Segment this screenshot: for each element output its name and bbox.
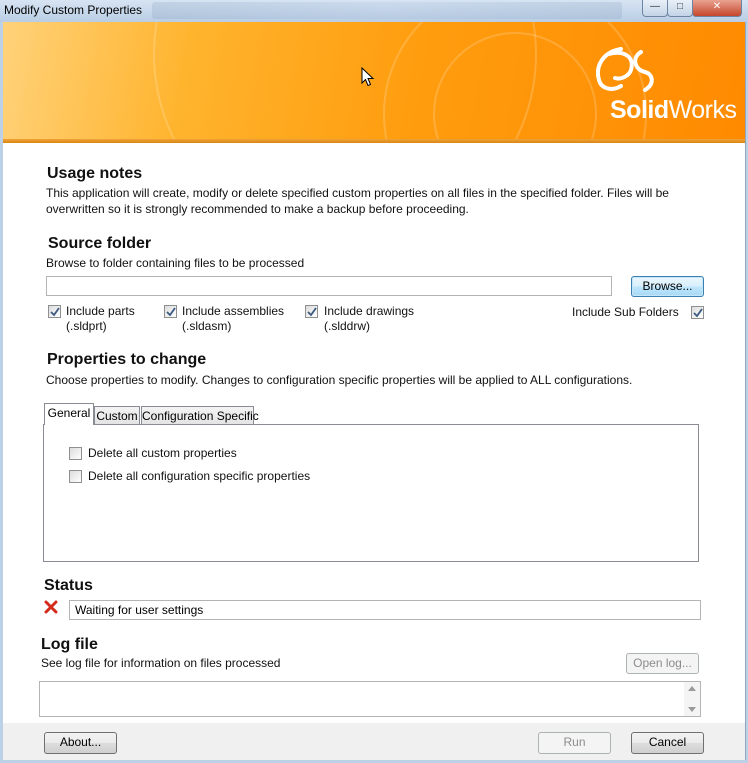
error-x-icon	[44, 600, 58, 614]
include-drawings-checkbox[interactable]	[305, 305, 318, 318]
window-title: Modify Custom Properties	[4, 3, 143, 17]
title-bar[interactable]	[0, 0, 748, 22]
log-file-heading: Log file	[41, 636, 98, 653]
tab-custom[interactable]: Custom	[94, 406, 140, 425]
source-folder-heading: Source folder	[48, 235, 152, 252]
checkmark-icon	[166, 307, 176, 317]
include-drawings-label: Include drawings	[324, 304, 415, 318]
checkmark-icon	[307, 307, 317, 317]
footer-bar	[3, 723, 745, 760]
include-subfolders-label: Include Sub Folders	[572, 305, 679, 319]
close-button[interactable]: ✕	[692, 0, 742, 17]
source-folder-path-input[interactable]	[46, 276, 612, 296]
mouse-cursor-icon	[361, 67, 375, 87]
minimize-button[interactable]: —	[642, 0, 668, 17]
client-area	[3, 22, 746, 760]
brand-banner	[3, 22, 745, 143]
log-scrollbar[interactable]	[684, 682, 700, 716]
checkmark-icon	[693, 308, 703, 318]
include-assemblies-ext: (.sldasm)	[182, 319, 232, 333]
run-button[interactable]: Run	[538, 732, 611, 754]
delete-custom-properties-label: Delete all custom properties	[88, 446, 237, 460]
tab-configuration-specific[interactable]: Configuration Specific	[141, 406, 254, 425]
include-parts-ext: (.sldprt)	[66, 319, 107, 333]
solidworks-logo: SolidWorks	[610, 96, 737, 124]
general-tab-panel	[43, 424, 699, 562]
tab-general[interactable]: General	[44, 403, 94, 425]
checkmark-icon	[50, 307, 60, 317]
about-button[interactable]: About...	[44, 732, 117, 754]
source-folder-hint: Browse to folder containing files to be processed	[46, 256, 305, 270]
banner-border	[3, 139, 745, 143]
delete-config-properties-label: Delete all configuration specific properties	[88, 469, 311, 483]
status-heading: Status	[44, 577, 93, 594]
include-assemblies-checkbox[interactable]	[164, 305, 177, 318]
log-output-area[interactable]	[39, 681, 701, 717]
properties-heading: Properties to change	[47, 351, 207, 368]
include-assemblies-label: Include assemblies	[182, 304, 285, 318]
status-text-field	[69, 600, 701, 620]
delete-config-properties-checkbox[interactable]	[69, 470, 82, 483]
open-log-button[interactable]: Open log...	[626, 653, 699, 674]
maximize-button[interactable]: □	[667, 0, 693, 17]
include-parts-label: Include parts	[66, 304, 135, 318]
log-file-hint: See log file for information on files processed	[41, 656, 281, 670]
cancel-button[interactable]: Cancel	[631, 732, 704, 754]
delete-custom-properties-checkbox[interactable]	[69, 447, 82, 460]
usage-notes-heading: Usage notes	[47, 165, 143, 182]
properties-hint: Choose properties to modify. Changes to configuration specific properties will be applied to ALL configurations.	[46, 373, 633, 387]
browse-button[interactable]: Browse...	[631, 276, 704, 297]
scroll-down-icon[interactable]	[688, 707, 696, 712]
include-parts-checkbox[interactable]	[48, 305, 61, 318]
include-drawings-ext: (.slddrw)	[324, 319, 371, 333]
status-text: Waiting for user settings	[75, 603, 204, 617]
usage-notes-line-1: This application will create, modify or delete specified custom properties on all files in the specified folder. Files will be	[46, 186, 669, 200]
scroll-up-icon[interactable]	[688, 686, 696, 691]
usage-notes-line-2: overwritten so it is strongly recommended to make a backup before proceeding.	[46, 202, 469, 216]
include-subfolders-checkbox[interactable]	[691, 306, 704, 319]
taskbar-reflection	[152, 2, 622, 19]
